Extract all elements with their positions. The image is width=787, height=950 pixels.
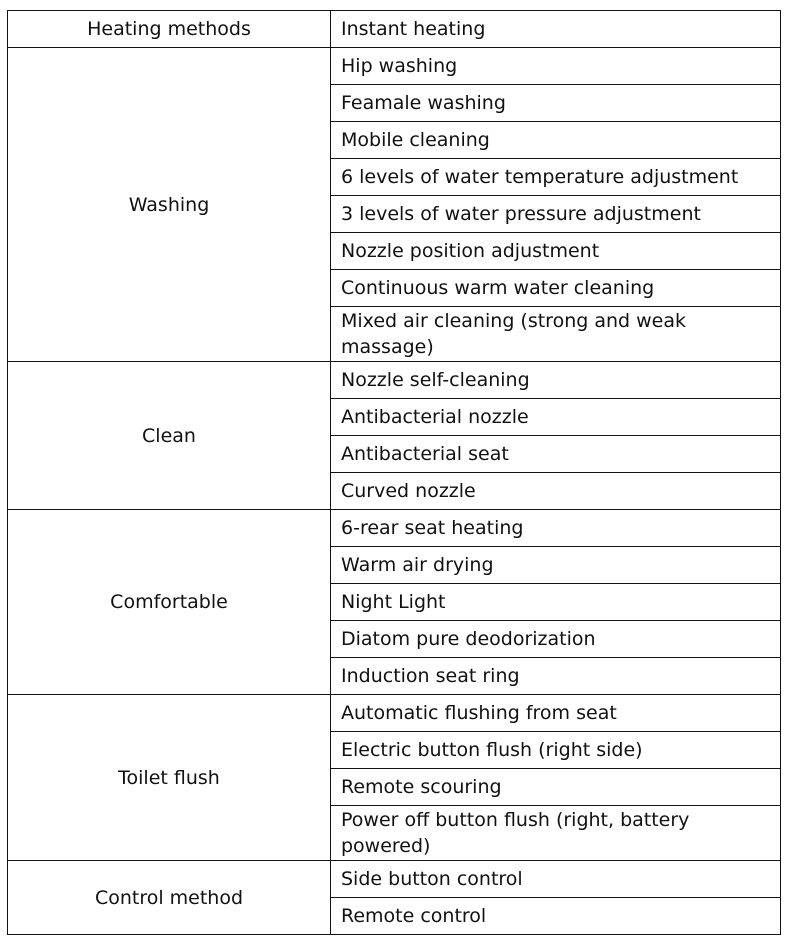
feature-cell: Mobile cleaning [331, 122, 781, 159]
feature-cell: 3 levels of water pressure adjustment [331, 196, 781, 233]
feature-cell: Curved nozzle [331, 473, 781, 510]
feature-cell: Electric button flush (right side) [331, 732, 781, 769]
table-row [8, 695, 781, 732]
feature-cell: Mixed air cleaning (strong and weak massage) [331, 307, 781, 362]
feature-cell: Feamale washing [331, 85, 781, 122]
feature-cell: Antibacterial nozzle [331, 399, 781, 436]
feature-cell: Side button control [331, 861, 781, 898]
category-cell-heating-methods: Heating methods [8, 11, 331, 48]
feature-cell: Nozzle position adjustment [331, 233, 781, 270]
table-row [8, 48, 781, 85]
feature-cell: 6 levels of water temperature adjustment [331, 159, 781, 196]
feature-cell: Continuous warm water cleaning [331, 270, 781, 307]
table-row [8, 510, 781, 547]
feature-cell: Nozzle self-cleaning [331, 362, 781, 399]
feature-cell: Instant heating [331, 11, 781, 48]
feature-cell: Warm air drying [331, 547, 781, 584]
feature-cell: Remote scouring [331, 769, 781, 806]
feature-cell: Remote control [331, 898, 781, 935]
category-cell-control-method: Control method [8, 861, 331, 935]
feature-cell: 6-rear seat heating [331, 510, 781, 547]
feature-cell: Induction seat ring [331, 658, 781, 695]
table-row [8, 861, 781, 898]
table-row [8, 11, 781, 48]
feature-cell: Night Light [331, 584, 781, 621]
category-cell-comfortable: Comfortable [8, 510, 331, 695]
category-cell-washing: Washing [8, 48, 331, 362]
feature-cell: Automatic flushing from seat [331, 695, 781, 732]
feature-cell: Power off button flush (right, battery powered) [331, 806, 781, 861]
feature-cell: Antibacterial seat [331, 436, 781, 473]
feature-cell: Diatom pure deodorization [331, 621, 781, 658]
category-cell-toilet-flush: Toilet flush [8, 695, 331, 861]
table-row [8, 362, 781, 399]
feature-cell: Hip washing [331, 48, 781, 85]
feature-spec-table [7, 10, 781, 935]
category-cell-clean: Clean [8, 362, 331, 510]
